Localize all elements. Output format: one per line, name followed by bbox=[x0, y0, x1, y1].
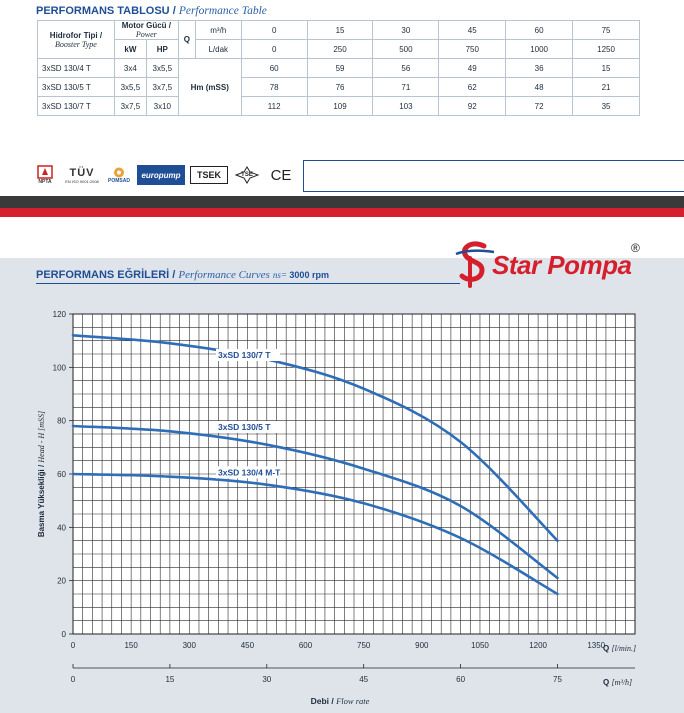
x2-tick-label: 60 bbox=[456, 675, 466, 684]
brand-name: Star Pompa bbox=[492, 250, 632, 280]
x2-tick-label: 0 bbox=[70, 675, 76, 684]
q-ldak-1: 250 bbox=[307, 40, 373, 59]
q-m3h-5: 75 bbox=[573, 21, 640, 40]
x-tick-label: 300 bbox=[182, 641, 196, 650]
series-label: 3xSD 130/5 T bbox=[218, 422, 271, 432]
y-tick-label: 60 bbox=[57, 470, 66, 479]
row-hp: 3x10 bbox=[146, 97, 178, 116]
europump-logo: europump bbox=[137, 165, 185, 185]
table-title-tr: PERFORMANS TABLOSU bbox=[36, 5, 170, 17]
pomsad-logo: POMSAD bbox=[104, 165, 134, 185]
q-ldak-4: 1000 bbox=[506, 40, 573, 59]
y-tick-label: 100 bbox=[52, 363, 66, 373]
row-head: 103 bbox=[373, 97, 439, 116]
y-tick-label: 0 bbox=[61, 630, 66, 639]
row-head: 35 bbox=[573, 97, 640, 116]
x-axis-title: Debi / Flow rate bbox=[310, 696, 370, 706]
row-head: 21 bbox=[573, 78, 640, 97]
x2-tick-label: 45 bbox=[359, 675, 369, 684]
tuv-logo: TÜV EN ISO 9001:2008 bbox=[65, 166, 99, 184]
unit-m3h: m³/h bbox=[195, 21, 241, 40]
curves-title-sep: / bbox=[172, 269, 176, 281]
y-axis-title: Basma Yüksekliği / Head - H [mSS] bbox=[37, 410, 46, 538]
q-m3h-0: 0 bbox=[241, 21, 307, 40]
x-tick-label: 900 bbox=[415, 641, 429, 650]
q-ldak-5: 1250 bbox=[573, 40, 640, 59]
x2-tick-label: 75 bbox=[553, 675, 562, 684]
row-head: 92 bbox=[439, 97, 506, 116]
ce-logo: CE bbox=[270, 166, 292, 184]
y-tick-label: 80 bbox=[57, 416, 66, 426]
row-head: 60 bbox=[241, 59, 307, 78]
row-head: 78 bbox=[241, 78, 307, 97]
curves-title-en: Performance Curves bbox=[178, 269, 270, 281]
row-head: 62 bbox=[439, 78, 506, 97]
series-label: 3xSD 130/7 T bbox=[218, 350, 271, 360]
header-hp: HP bbox=[146, 40, 178, 59]
chart-grid bbox=[73, 314, 635, 634]
x-tick-label: 450 bbox=[240, 641, 255, 650]
row-kw: 3x7,5 bbox=[114, 97, 146, 116]
row-head: 72 bbox=[506, 97, 573, 116]
header-power: Motor Gücü / Power bbox=[114, 21, 178, 40]
y-tick-label: 40 bbox=[57, 523, 66, 533]
row-type: 3xSD 130/4 T bbox=[38, 59, 115, 78]
q-m3h-4: 60 bbox=[506, 21, 573, 40]
row-head: 48 bbox=[506, 78, 573, 97]
y-tick-label: 120 bbox=[52, 310, 66, 319]
q-ldak-3: 750 bbox=[439, 40, 506, 59]
row-head: 49 bbox=[439, 59, 506, 78]
x-tick-label: 1200 bbox=[529, 641, 548, 650]
row-kw: 3x4 bbox=[114, 59, 146, 78]
row-head: 76 bbox=[307, 78, 373, 97]
header-kw: kW bbox=[114, 40, 146, 59]
row-hp: 3x7,5 bbox=[146, 78, 178, 97]
row-head: 15 bbox=[573, 59, 640, 78]
x-tick-label: 1350 bbox=[587, 641, 606, 650]
x-tick-label: 150 bbox=[124, 641, 138, 650]
table-title-en: Performance Table bbox=[178, 5, 267, 17]
q-ldak-2: 500 bbox=[373, 40, 439, 59]
row-hp: 3x5,5 bbox=[146, 59, 178, 78]
x-tick-label: 600 bbox=[298, 641, 313, 650]
series-label: 3xSD 130/4 M-T bbox=[218, 467, 281, 478]
x2-unit-label: Q [m³/h] bbox=[603, 678, 633, 687]
x-tick-label: 1050 bbox=[471, 641, 489, 650]
q-m3h-3: 45 bbox=[439, 21, 506, 40]
hm-label: Hm (mSS) bbox=[178, 59, 241, 116]
unit-ldak: L/dak bbox=[195, 40, 241, 59]
row-head: 109 bbox=[307, 97, 373, 116]
x-tick-label: 0 bbox=[70, 641, 76, 650]
q-m3h-2: 30 bbox=[373, 21, 439, 40]
x2-tick-label: 30 bbox=[262, 675, 272, 684]
row-head: 59 bbox=[307, 59, 373, 78]
header-q: Q bbox=[178, 21, 195, 59]
q-m3h-1: 15 bbox=[307, 21, 373, 40]
row-head: 56 bbox=[373, 59, 439, 78]
x2-tick-label: 15 bbox=[165, 675, 175, 684]
row-type: 3xSD 130/5 T bbox=[38, 78, 115, 97]
npta-logo: NPTA bbox=[34, 165, 56, 185]
curves-title-tr: PERFORMANS EĞRİLERİ bbox=[36, 269, 170, 281]
row-type: 3xSD 130/7 T bbox=[38, 97, 115, 116]
q-ldak-0: 0 bbox=[241, 40, 307, 59]
row-head: 71 bbox=[373, 78, 439, 97]
x-unit-label: Q [l/min.] bbox=[603, 644, 637, 653]
rpm-label: ns= 3000 rpm bbox=[272, 270, 329, 280]
row-kw: 3x5,5 bbox=[114, 78, 146, 97]
tse-logo: TSE bbox=[233, 165, 261, 185]
table-title-sep: / bbox=[172, 5, 176, 17]
tsek-logo: TSEK bbox=[190, 166, 228, 184]
x-tick-label: 750 bbox=[357, 641, 371, 650]
row-head: 36 bbox=[506, 59, 573, 78]
header-type: Hidrofor Tipi / Booster Type bbox=[38, 21, 115, 59]
row-head: 112 bbox=[241, 97, 307, 116]
brand-registered: ® bbox=[631, 241, 640, 255]
y-tick-label: 20 bbox=[57, 576, 66, 586]
